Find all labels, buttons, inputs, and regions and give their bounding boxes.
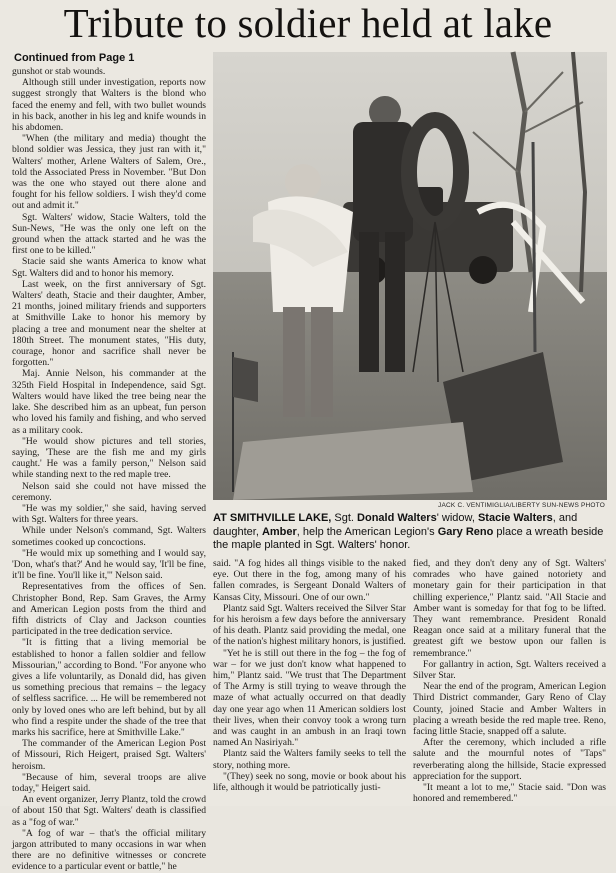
article-paragraph: Plantz said the Walters family seeks to tell the story, nothing more.	[213, 748, 406, 771]
caption-text: ' widow,	[436, 512, 478, 524]
article-paragraph: Last week, on the first anniversary of Sgt. Walters' death, Stacie and their daughter, Amber, 21 months, joined military friends and supporters at Smithville Lake to honor his memory by placing a tree and monument near the shelter at 180th Street. The monument states, "His duty, courage, honor and sacrifice shall never be forgotten."	[12, 278, 206, 369]
article-paragraph: Stacie said she wants America to know what Sgt. Walters did and to honor his memory.	[12, 256, 206, 279]
article-paragraph: "It meant a lot to me," Stacie said. "Don was honored and remembered."	[413, 782, 606, 805]
article-paragraph: gunshot or stab wounds.	[12, 66, 106, 77]
caption-name: Stacie Walters	[477, 512, 553, 524]
caption-name: Gary Reno	[437, 525, 494, 538]
article-paragraph: "He was my soldier," she said, having served with Sgt. Walters for three years.	[12, 502, 206, 526]
article-paragraph: "He would show pictures and tell stories, saying, 'These are the fish me and my girls caught.' He was a family person," Nelson said while standing next to the red maple tree.	[12, 435, 206, 481]
article-paragraph: "Because of him, several troops are alive today," Heigert said.	[12, 771, 206, 794]
caption-name: Donald Walters	[357, 512, 437, 524]
caption-text: , and daughter,	[213, 512, 578, 538]
headline: Tribute to soldier held at lake	[63, 0, 553, 46]
article-paragraph: "It is fitting that a living memorial be established to honor a fallen soldier and fellow Missourian," according to Bond. "For anyone who gives a life voluntarily, as Donald did, has given us something precious that remains – the legacy of selfless sacrifice. ... He will be remembered not only by loved ones who are left behind, but by all who find a respite under the shade of the tree that marks his sacrifice, here at Smithville Lake."	[12, 637, 206, 738]
photo-caption	[213, 512, 606, 553]
article-paragraph: "When (the military and media) thought the blond soldier was Jessica, they just ran with it," Walters' mother, Arlene Walters of Salem, Ore., told the Associated Press in November. "But Don was the one who stayed out there alone and fought for his fellow soldiers. I wish they'd come out and admit it."	[12, 133, 206, 212]
article-paragraph: Representatives from the offices of Sen. Christopher Bond, Rep. Sam Graves, the Army and American Legion posts from the third and fifth districts of Clay and Jackson counties participated in the tree dedication service.	[12, 581, 206, 638]
continued-label: Continued from Page 1	[14, 52, 135, 64]
article-paragraph: Although still under investigation, reports now suggest strongly that Walters is the blond who faced the enemy and fell, with two bullet wounds in his back, another in his leg and knife wounds in his abdomen.	[12, 77, 206, 134]
news-photo	[213, 52, 607, 500]
article-paragraph: Sgt. Walters' widow, Stacie Walters, told the Sun-News, "He was the only one left on the ground when the attack started and he was the first one to be killed."	[12, 211, 206, 257]
article-paragraph: "Yet he is still out there in the fog – the fog of war – for we just don't know what happened to him," Plantz said. "We trust that The Department of The Army is still trying to weave through the maze of what actually occurred on that deadly day one year ago when 11 American soldiers lost their lives, when their convoy took a wrong turn and was caught in an ambush in an Iraqi town named An Nasiriyah."	[213, 647, 406, 749]
article-paragraph: "(They) seek no song, movie or book about his life, although it would be patriotically justi-	[213, 770, 406, 794]
article-paragraph: Nelson said she could not have missed the ceremony.	[12, 480, 206, 503]
article-paragraph: The commander of the American Legion Post of Missouri, Rich Heigert, praised Sgt. Walters' heroism.	[12, 738, 206, 772]
article-paragraph: For gallantry in action, Sgt. Walters received a Silver Star.	[413, 658, 606, 682]
article-column-3	[413, 558, 606, 805]
article-paragraph: fied, and they don't deny any of Sgt. Walters' comrades who have gained notoriety and monetary gain for their participation in that chilling experience," Plantz said. "All Stacie and Amber want is someday for that fog to be lifted. They want remembrance. President Ronald Reagan once said at a military funeral that the greatest gift we bestow upon our fallen is remembrance."	[413, 558, 606, 659]
article-paragraph: While under Nelson's command, Sgt. Walters sometimes cooked up concoctions.	[12, 525, 206, 548]
article-paragraph: said. "A fog hides all things visible to the naked eye. Out there in the fog, among many of his fallen comrades, is Sergeant Donald Walters of Kansas City, Missouri. One of our own."	[213, 558, 406, 603]
article-paragraph: Near the end of the program, American Legion Third District commander, Gary Reno of Clay County, joined Stacie and Amber Walters in placing a wreath beside the red maple tree. Reno, facing little Stacie, snapped off a salute.	[413, 681, 606, 738]
caption-lead: AT SMITHVILLE LAKE,	[213, 512, 332, 524]
photo-credit: JACK C. VENTIMIGLIA/LIBERTY SUN-NEWS PHOTO	[438, 502, 605, 509]
article-paragraph: An event organizer, Jerry Plantz, told the crowd of about 150 that Sgt. Walters' death is classified as a "fog of war."	[12, 794, 206, 828]
caption-text: place a wreath beside the maple planted in Sgt. Walters' honor.	[213, 525, 604, 551]
caption-text: Sgt.	[331, 512, 358, 524]
article-paragraph: Plantz said Sgt. Walters received the Silver Star for his heroism a few days before the anniversary of his death. Plantz said providing the medal, one of the nation's highest military honors, is justified.	[213, 602, 406, 648]
article-paragraph: "A fog of war – that's the official military jargon attributed to many occasions in war when there are no definitive witnesses or concrete evidence to a particular event or battle," he	[12, 827, 206, 873]
photo-illustration	[213, 52, 607, 500]
article-paragraph: After the ceremony, which included a rifle salute and the mournful notes of "Taps" reverberating along the hillside, Stacie expressed appreciation for the support.	[413, 737, 606, 782]
article-column-2	[213, 558, 406, 802]
caption-name: Amber	[261, 525, 297, 538]
article-paragraph: Maj. Annie Nelson, his commander at the 325th Field Hospital in Independence, said Sgt. Walters would have liked the tree being near the lake. She described him as an upbeat, fun person who loved his family and fishing, and who served as a military cook.	[12, 368, 206, 436]
article-column-1	[12, 66, 206, 873]
article-paragraph: "He would mix up something and I would say, 'Don, what's that?' And he would say, 'It'll be fine, it'll be fine. You'll like it,'" Nelson said.	[12, 547, 206, 582]
caption-text: , help the American Legion's	[296, 525, 438, 538]
